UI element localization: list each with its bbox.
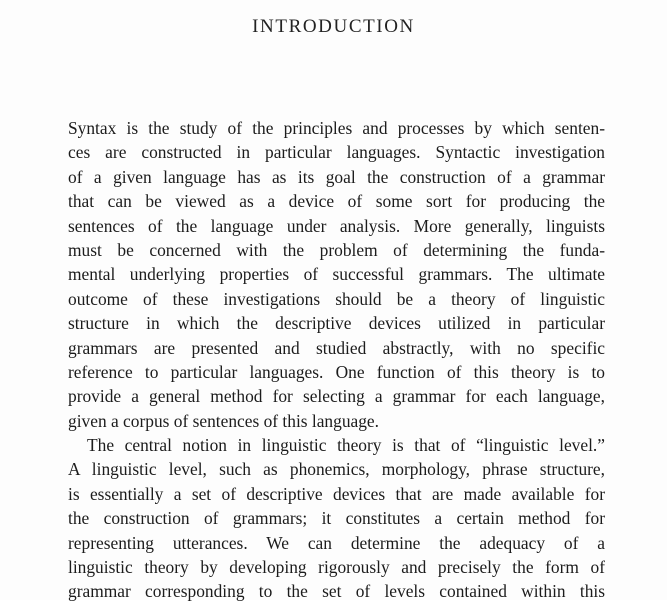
text-line: The central notion in linguistic theory is that of “linguistic level.” [87,435,605,456]
text-line: of a given language has as its goal the construction of a grammar [68,166,605,187]
body-text [68,116,605,604]
text-line: ces are constructed in particular languages. Syntactic investigation [68,142,605,163]
text-line: A linguistic level, such as phonemics, morphology, phrase structure, [68,459,605,480]
text-line: given a corpus of sentences of this language. [68,410,380,431]
text-line: grammar corresponding to the set of levels contained within this [68,581,605,602]
text-line: that can be viewed as a device of some sort for producing the [68,191,605,212]
text-line: must be concerned with the problem of determining the funda- [68,239,605,260]
chapter-heading: INTRODUCTION [252,16,415,37]
paragraph-1 [68,116,605,433]
text-line: structure in which the descriptive devices utilized in particular [68,313,605,334]
text-line: linguistic theory by developing rigorously and precisely the form of [68,557,605,578]
text-line: the construction of grammars; it constitutes a certain method for [68,508,605,529]
text-line: is essentially a set of descriptive devices that are made available for [68,483,605,504]
text-line: outcome of these investigations should be a theory of linguistic [68,288,605,309]
text-line: reference to particular languages. One function of this theory is to [68,361,605,382]
text-line: grammars are presented and studied abstractly, with no specific [68,337,605,358]
text-line: sentences of the language under analysis. More generally, linguists [68,215,605,236]
text-line: mental underlying properties of successful grammars. The ultimate [68,264,605,285]
text-line: representing utterances. We can determine the adequacy of a [68,532,605,553]
text-line: Syntax is the study of the principles and processes by which senten- [68,118,605,138]
text-line: provide a general method for selecting a grammar for each language, [68,386,605,407]
paragraph-2 [68,433,605,604]
